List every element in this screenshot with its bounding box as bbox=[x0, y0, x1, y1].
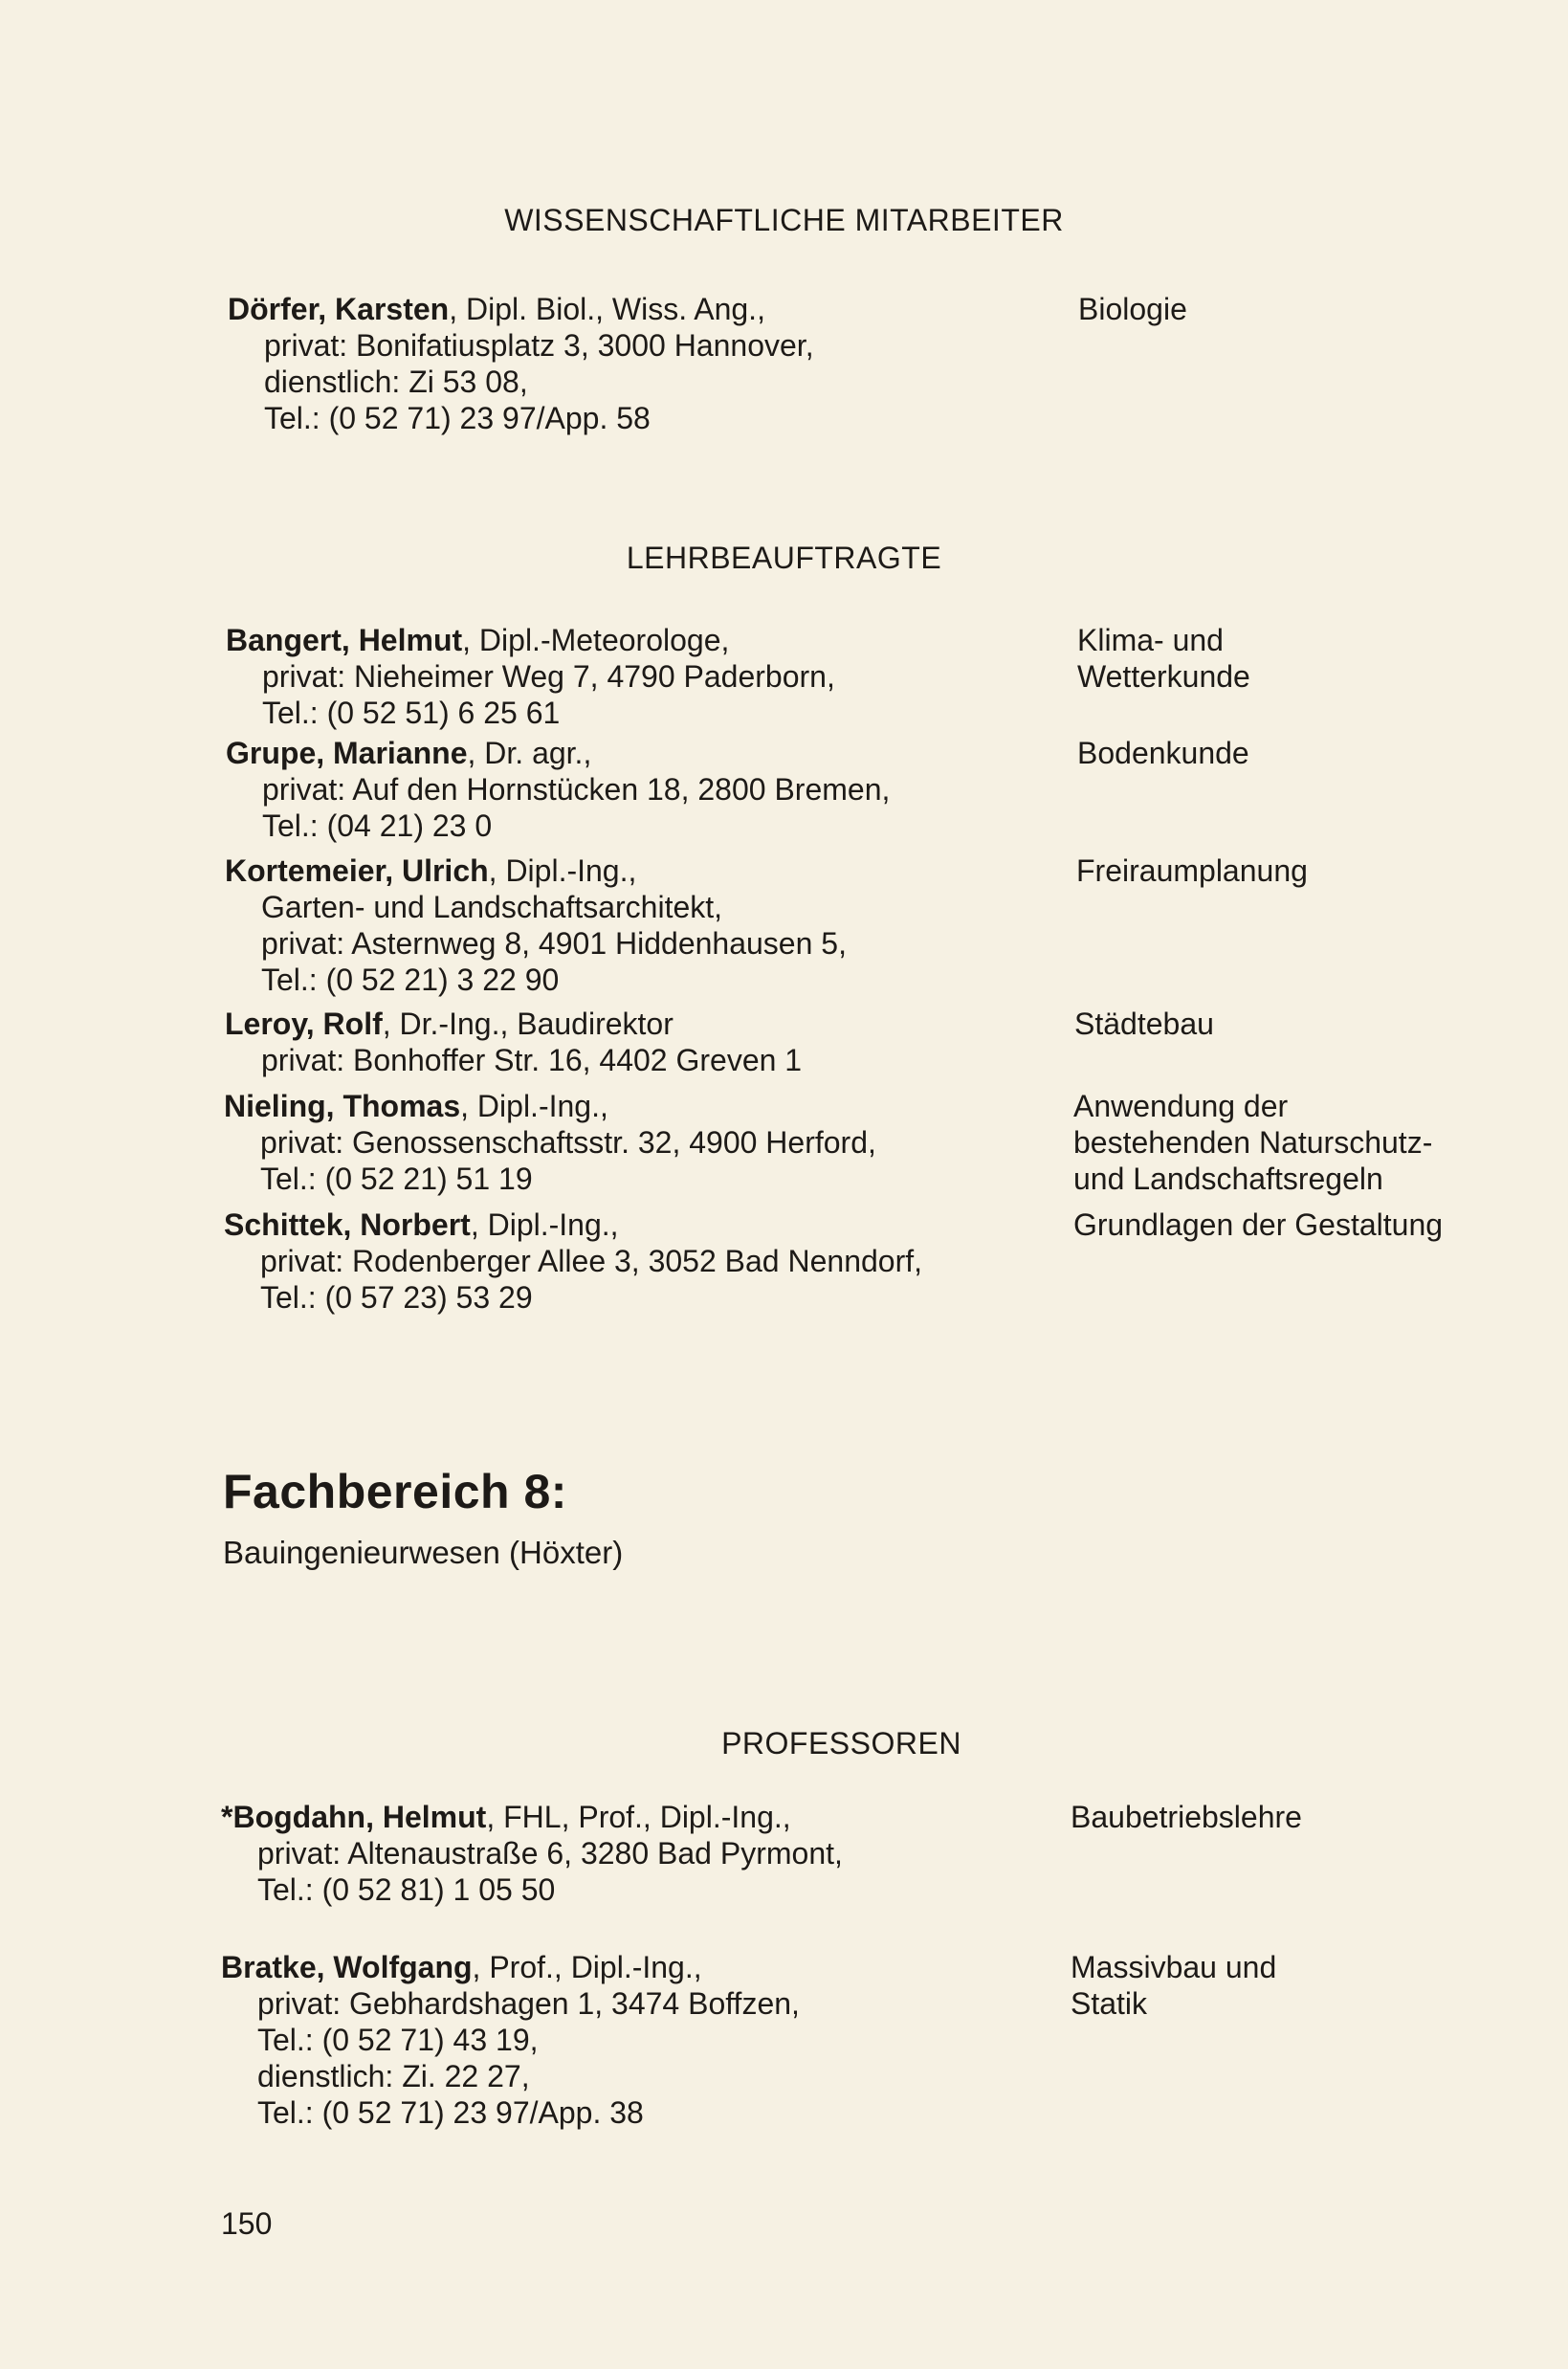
person-name: Bratke, Wolfgang bbox=[221, 1950, 473, 1984]
subject-line: Statik bbox=[1071, 1986, 1148, 2021]
entry-detail: privat: Auf den Hornstücken 18, 2800 Bremen, bbox=[262, 772, 891, 807]
section-heading-prof: PROFESSOREN bbox=[721, 1726, 961, 1760]
person-name: Schittek, Norbert bbox=[224, 1207, 471, 1242]
fachbereich-title: Fachbereich 8: bbox=[223, 1465, 567, 1518]
person-name: *Bogdahn, Helmut bbox=[221, 1800, 487, 1834]
person-title: , Dr. agr., bbox=[467, 736, 592, 770]
person-name: Leroy, Rolf bbox=[225, 1007, 383, 1041]
subject-line: Städtebau bbox=[1074, 1007, 1214, 1041]
subject-line: Biologie bbox=[1078, 292, 1187, 326]
subject-line: Klima- und bbox=[1077, 623, 1224, 657]
entry-name-line bbox=[224, 1207, 1181, 1243]
entry-name-line bbox=[225, 1006, 1182, 1042]
entry-detail: dienstlich: Zi. 22 27, bbox=[257, 2059, 530, 2093]
person-title: , Dipl. Biol., Wiss. Ang., bbox=[449, 292, 765, 326]
subject bbox=[1071, 1949, 1530, 2022]
entry-name-line bbox=[226, 735, 1182, 771]
entry-detail: Tel.: (04 21) 23 0 bbox=[262, 808, 493, 843]
subject bbox=[1071, 1799, 1530, 1835]
subject-line: Freiraumplanung bbox=[1076, 853, 1308, 888]
person-name: Kortemeier, Ulrich bbox=[225, 853, 489, 888]
subject-line: und Landschaftsregeln bbox=[1073, 1162, 1383, 1196]
person-name: Nieling, Thomas bbox=[224, 1089, 461, 1123]
entry-detail: Tel.: (0 52 71) 43 19, bbox=[257, 2023, 539, 2057]
person-name: Grupe, Marianne bbox=[226, 736, 468, 770]
subject bbox=[1074, 1006, 1534, 1042]
subject bbox=[1073, 1088, 1533, 1197]
person-name: Dörfer, Karsten bbox=[228, 292, 450, 326]
person-title: , Dr.-Ing., Baudirektor bbox=[382, 1007, 674, 1041]
person-title: , FHL, Prof., Dipl.-Ing., bbox=[486, 1800, 791, 1834]
entry-detail: Tel.: (0 52 21) 3 22 90 bbox=[261, 963, 560, 997]
subject-line: bestehenden Naturschutz- bbox=[1073, 1125, 1433, 1160]
entry-name-line bbox=[228, 291, 1184, 327]
fachbereich-subtitle: Bauingenieurwesen (Höxter) bbox=[223, 1535, 624, 1570]
entry-detail: privat: Bonifatiusplatz 3, 3000 Hannover, bbox=[264, 328, 814, 363]
entry-detail: Tel.: (0 52 71) 23 97/App. 58 bbox=[264, 401, 651, 435]
subject-line: Grundlagen der Gestaltung bbox=[1073, 1207, 1444, 1242]
subject-line: Baubetriebslehre bbox=[1071, 1800, 1302, 1834]
subject bbox=[1078, 291, 1537, 327]
person-title: , Dipl.-Ing., bbox=[460, 1089, 608, 1123]
entry-detail: dienstlich: Zi 53 08, bbox=[264, 365, 528, 399]
entry-detail: privat: Rodenberger Allee 3, 3052 Bad Nenndorf, bbox=[260, 1244, 923, 1278]
person-title: , Prof., Dipl.-Ing., bbox=[472, 1950, 702, 1984]
entry-detail: privat: Nieheimer Weg 7, 4790 Paderborn, bbox=[262, 659, 835, 694]
person-title: , Dipl.-Meteorologe, bbox=[462, 623, 730, 657]
person-title: , Dipl.-Ing., bbox=[470, 1207, 619, 1242]
entry-detail: privat: Altenaustraße 6, 3280 Bad Pyrmont, bbox=[257, 1836, 843, 1871]
entry-detail: Tel.: (0 52 81) 1 05 50 bbox=[257, 1872, 556, 1907]
entry-detail: Garten- und Landschaftsarchitekt, bbox=[261, 890, 723, 924]
entry-detail: Tel.: (0 57 23) 53 29 bbox=[260, 1280, 533, 1315]
entry-name-line bbox=[224, 1088, 1181, 1124]
subject-line: Anwendung der bbox=[1073, 1089, 1289, 1123]
entry-name-line bbox=[221, 1949, 1178, 1985]
entry-detail: privat: Asternweg 8, 4901 Hiddenhausen 5, bbox=[261, 926, 847, 961]
subject bbox=[1077, 622, 1536, 695]
entry-detail: Tel.: (0 52 71) 23 97/App. 38 bbox=[257, 2095, 644, 2130]
person-title: , Dipl.-Ing., bbox=[488, 853, 637, 888]
entry-name-line bbox=[221, 1799, 1178, 1835]
entry-detail: privat: Genossenschaftsstr. 32, 4900 Herford, bbox=[260, 1125, 876, 1160]
person-name: Bangert, Helmut bbox=[226, 623, 463, 657]
subject bbox=[1073, 1207, 1533, 1243]
subject-line: Bodenkunde bbox=[1077, 736, 1249, 770]
entry-detail: privat: Bonhoffer Str. 16, 4402 Greven 1 bbox=[261, 1043, 803, 1077]
entry-detail: Tel.: (0 52 51) 6 25 61 bbox=[262, 696, 561, 730]
subject-line: Wetterkunde bbox=[1077, 659, 1250, 694]
entry-detail: Tel.: (0 52 21) 51 19 bbox=[260, 1162, 533, 1196]
subject bbox=[1077, 735, 1536, 771]
entry-name-line bbox=[226, 622, 1182, 658]
entry-name-line bbox=[225, 852, 1182, 889]
subject-line: Massivbau und bbox=[1071, 1950, 1277, 1984]
section-heading-lehr: LEHRBEAUFTRAGTE bbox=[626, 541, 942, 575]
page-number: 150 bbox=[221, 2206, 273, 2241]
subject bbox=[1076, 852, 1535, 889]
entry-detail: privat: Gebhardshagen 1, 3474 Boffzen, bbox=[257, 1986, 800, 2021]
section-heading-wiss: WISSENSCHAFTLICHE MITARBEITER bbox=[504, 203, 1064, 237]
